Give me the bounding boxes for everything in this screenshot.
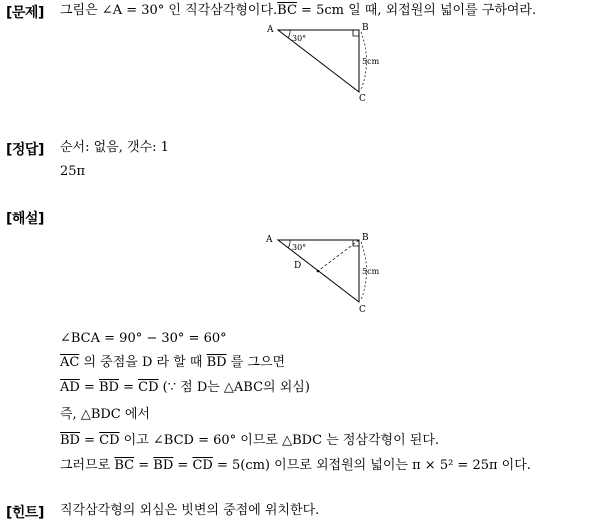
- vertex-c-label: C: [359, 94, 366, 102]
- vertex-a-label-2: A: [266, 235, 273, 245]
- problem-label: [문제]: [6, 5, 44, 21]
- segment-cd: $\overline{CD}$: [192, 458, 213, 473]
- angle-label: 30°: [292, 34, 307, 43]
- line3-end: (∵ 점 D는 △ABC의 외심): [158, 380, 310, 395]
- triangle-abc: [278, 30, 359, 92]
- segment-cd: $\overline{CD}$: [99, 433, 120, 448]
- hint-label: [힌트]: [6, 505, 44, 521]
- explanation-line-5: [60, 432, 439, 450]
- problem-text: [60, 2, 536, 20]
- angle-arc: [288, 30, 290, 38]
- vertex-c-label-2: C: [359, 305, 366, 315]
- side-length-label-2: 5cm: [362, 267, 380, 276]
- vertex-b-label-2: B: [362, 233, 369, 243]
- segment-bd-text: $\overline{BD}$: [98, 380, 119, 395]
- right-angle-mark: [353, 30, 359, 36]
- explanation-line-4: 즉, △BDC 에서: [60, 407, 150, 422]
- problem-text-a: 그림은 ∠A = 30° 인 직각삼각형이다.: [60, 3, 278, 18]
- segment-bd-text: $\overline{BD}$: [206, 355, 227, 370]
- side-length-label: 5cm: [362, 57, 380, 66]
- answer-label: [정답]: [6, 142, 44, 158]
- segment-cd: $\overline{CD}$: [138, 380, 159, 395]
- eq: =: [118, 380, 139, 395]
- answer-value: 25π: [60, 164, 86, 179]
- hint-text: 직각삼각형의 외심은 빗변의 중점에 위치한다.: [60, 503, 320, 518]
- line5-end: 이고 ∠BCD = 60° 이므로 △BDC 는 정삼각형이 된다.: [119, 433, 440, 448]
- segment-bc: $\overline{BC}$: [114, 458, 135, 473]
- point-d: [317, 270, 320, 273]
- vertex-a-label: A: [267, 25, 274, 35]
- segment-ac: $\overline{AC}$: [60, 355, 80, 370]
- segment-bd-text: $\overline{BD}$: [60, 433, 80, 448]
- segment-bd-text: $\overline{BD}$: [153, 458, 174, 473]
- vertex-d-label: D: [294, 261, 302, 271]
- eq: =: [173, 458, 193, 473]
- explanation-line-6: [60, 457, 531, 475]
- eq: =: [134, 458, 154, 473]
- line2-end: 를 그으면: [226, 355, 286, 370]
- segment-bd: [318, 240, 359, 271]
- line2-mid: 의 중점을 D 라 할 때: [79, 355, 207, 370]
- eq: =: [79, 380, 99, 395]
- answer-meta: 순서: 없음, 갯수: 1: [60, 140, 169, 155]
- explanation-line-3: [60, 379, 310, 397]
- vertex-b-label: B: [362, 23, 369, 33]
- explanation-line-1: ∠BCA = 90° − 30° = 60°: [60, 331, 227, 346]
- explanation-line-2: [60, 354, 285, 372]
- line6-start: 그러므로: [60, 458, 115, 473]
- angle-label-2: 30°: [292, 243, 307, 252]
- triangle-figure-2: [262, 230, 392, 316]
- triangle-figure-1: [262, 20, 392, 102]
- segment-bc: $\overline{BC}$: [277, 3, 297, 18]
- line6-end: = 5(cm) 이므로 외접원의 넓이는 π × 5² = 25π 이다.: [212, 458, 531, 473]
- segment-ad: $\overline{AD}$: [60, 380, 80, 395]
- angle-arc-2: [288, 240, 290, 248]
- problem-text-b: = 5cm 일 때, 외접원의 넓이를 구하여라.: [296, 3, 537, 18]
- explanation-label: [해설]: [6, 211, 44, 227]
- eq: =: [79, 433, 100, 448]
